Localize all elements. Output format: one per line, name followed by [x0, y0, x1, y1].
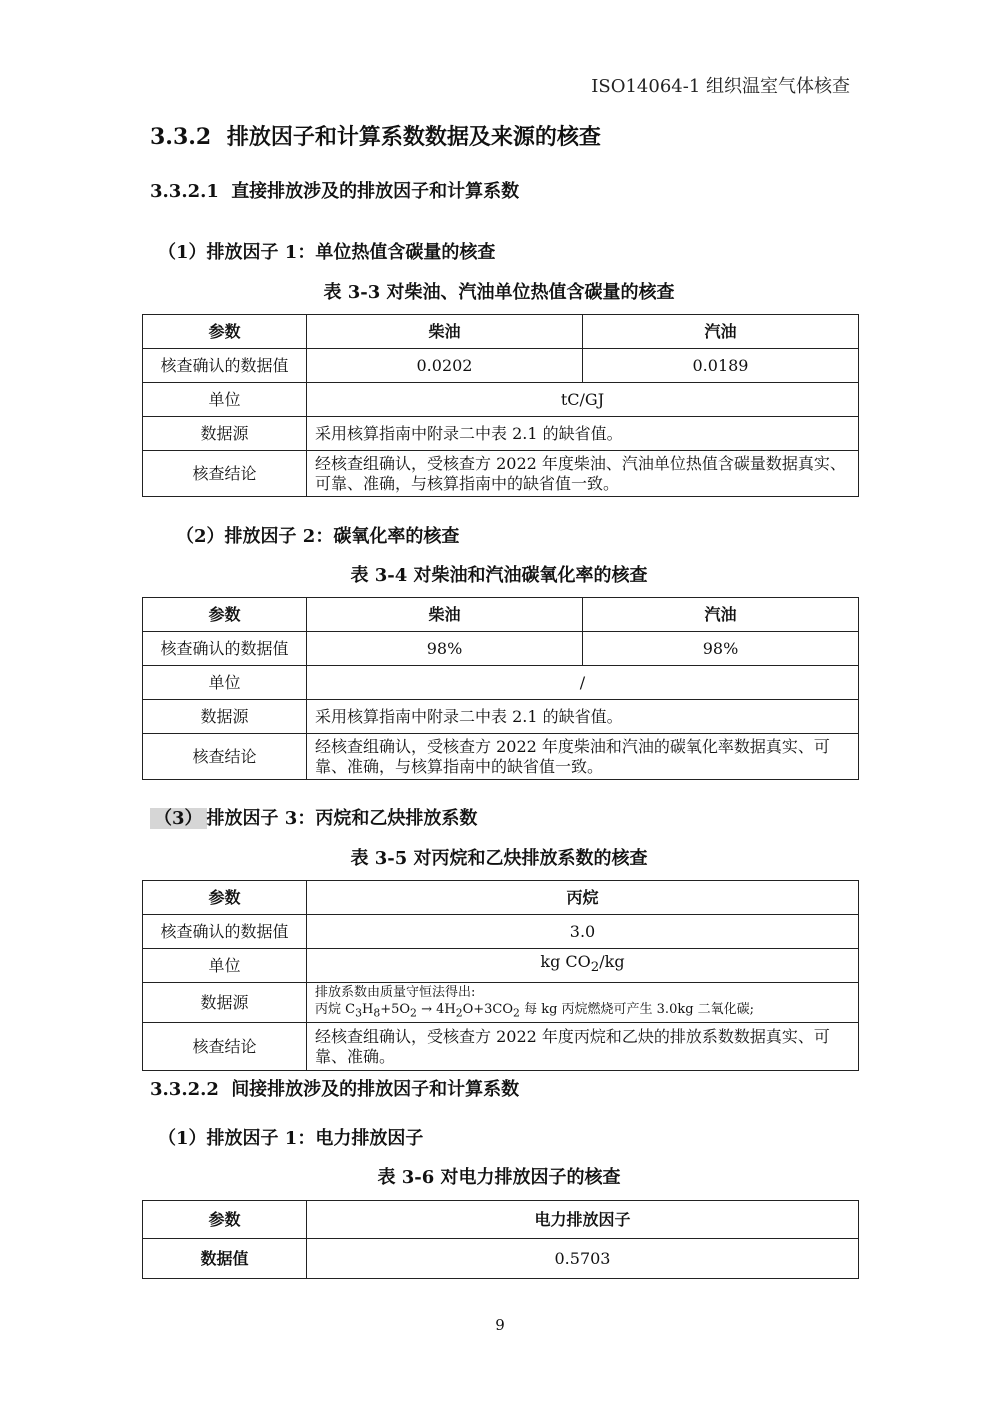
row-label: 核查结论: [143, 1023, 307, 1071]
gasoline-value: 98%: [583, 632, 859, 666]
table-row: [143, 417, 859, 451]
diesel-value: 98%: [307, 632, 583, 666]
table-3-6: [142, 1200, 859, 1279]
eq-sub: 8: [373, 1006, 381, 1020]
row-label: 单位: [143, 383, 307, 417]
section-heading-3-3-2-2: [150, 1075, 519, 1101]
table-3-3: [142, 314, 859, 497]
header-cell: 参数: [143, 1201, 307, 1239]
table-row: [143, 915, 859, 949]
table-3-5-caption: 表 3-5 对丙烷和乙炔排放系数的核查: [350, 848, 648, 869]
conclusion-value: 经核查组确认，受核查方 2022 年度丙烷和乙炔的排放系数数据真实、可靠、准确。: [307, 1023, 859, 1071]
header-cell: 柴油: [307, 315, 583, 349]
factor-1-heading: （1）排放因子 1：单位热值含碳量的核查: [158, 242, 496, 263]
page-number: 9: [495, 1316, 505, 1334]
propane-value: 3.0: [307, 915, 859, 949]
table-row: [143, 734, 859, 780]
source-line: 排放系数由质量守恒法得出:: [315, 984, 476, 1000]
factor-3-label: 排放因子 3：丙烷和乙炔排放系数: [206, 808, 478, 829]
factor-2-heading: （2）排放因子 2：碳氧化率的核查: [176, 526, 460, 547]
row-label: 单位: [143, 949, 307, 983]
row-label: 单位: [143, 666, 307, 700]
section-title: 排放因子和计算系数数据及来源的核查: [226, 124, 601, 150]
table-header-row: [143, 598, 859, 632]
header-cell: 汽油: [583, 598, 859, 632]
eq-text: 4H: [436, 1001, 456, 1017]
row-label: 核查确认的数据值: [143, 349, 307, 383]
table-row: [143, 983, 859, 1023]
factor-3-heading: [150, 804, 477, 830]
header-cell: 电力排放因子: [307, 1201, 859, 1239]
header-cell: 柴油: [307, 598, 583, 632]
table-3-4-caption: 表 3-4 对柴油和汽油碳氧化率的核查: [350, 565, 648, 586]
table-header-row: [143, 881, 859, 915]
row-label: 数据源: [143, 700, 307, 734]
header-cell: 参数: [143, 881, 307, 915]
table-3-5: [142, 880, 859, 1071]
gasoline-value: 0.0189: [583, 349, 859, 383]
eq-text: 每 kg 丙烷燃烧可产生 3.0kg 二氧化碳;: [519, 1001, 755, 1017]
row-label: 核查结论: [143, 734, 307, 780]
table-row: [143, 949, 859, 983]
electricity-factor-value: 0.5703: [307, 1239, 859, 1279]
table-row: [143, 700, 859, 734]
source-value: 采用核算指南中附录二中表 2.1 的缺省值。: [307, 417, 859, 451]
running-header: ISO14064-1 组织温室气体核查: [591, 76, 850, 97]
header-cell: 参数: [143, 598, 307, 632]
row-label: 核查结论: [143, 451, 307, 497]
combustion-equation: [315, 1001, 850, 1022]
header-cell: 汽油: [583, 315, 859, 349]
row-label: 核查确认的数据值: [143, 915, 307, 949]
indirect-factor-1-heading: （1）排放因子 1：电力排放因子: [158, 1128, 424, 1149]
diesel-value: 0.0202: [307, 349, 583, 383]
table-header-row: [143, 315, 859, 349]
table-3-3-caption: 表 3-3 对柴油、汽油单位热值含碳量的核查: [323, 282, 675, 303]
section-number: 3.3.2.1: [150, 181, 219, 202]
eq-sub: 3: [355, 1006, 362, 1020]
table-header-row: [143, 1201, 859, 1239]
eq-arrow: →: [416, 1001, 437, 1017]
table-row: [143, 451, 859, 497]
row-label: 数据源: [143, 417, 307, 451]
eq-text: H: [361, 1001, 374, 1017]
unit-value: tC/GJ: [307, 383, 859, 417]
source-value: 采用核算指南中附录二中表 2.1 的缺省值。: [307, 700, 859, 734]
eq-sub: 2: [455, 1006, 463, 1020]
row-label: 数据值: [143, 1239, 307, 1279]
section-number: 3.3.2: [150, 124, 212, 150]
row-label: 数据源: [143, 983, 307, 1023]
eq-text: O+3CO: [462, 1001, 514, 1017]
section-title: 间接排放涉及的排放因子和计算系数: [231, 1079, 520, 1100]
table-row: [143, 666, 859, 700]
table-row: [143, 349, 859, 383]
unit-subscript: 2: [590, 960, 600, 976]
section-number: 3.3.2.2: [150, 1079, 219, 1100]
table-row: [143, 632, 859, 666]
section-heading-3-3-2-1: [150, 177, 519, 203]
factor-3-number: （3）: [150, 808, 207, 829]
header-cell: 丙烷: [307, 881, 859, 915]
eq-text: 丙烷 C: [315, 1001, 356, 1017]
section-heading-3-3-2: [150, 120, 601, 151]
section-title: 直接排放涉及的排放因子和计算系数: [231, 181, 520, 202]
table-row: [143, 1023, 859, 1071]
unit-text: kg CO: [540, 952, 591, 972]
header-cell: 参数: [143, 315, 307, 349]
table-row: [143, 1239, 859, 1279]
eq-text: +5O: [380, 1001, 411, 1017]
table-row: [143, 383, 859, 417]
eq-sub: 2: [513, 1006, 520, 1020]
unit-text: /kg: [599, 952, 625, 972]
unit-value: [307, 949, 859, 983]
row-label: 核查确认的数据值: [143, 632, 307, 666]
conclusion-value: 经核查组确认，受核查方 2022 年度柴油、汽油单位热值含碳量数据真实、可靠、准确，与核算指南中的缺省值一致。: [307, 451, 859, 497]
eq-sub: 2: [410, 1006, 417, 1020]
unit-value: /: [307, 666, 859, 700]
conclusion-value: 经核查组确认，受核查方 2022 年度柴油和汽油的碳氧化率数据真实、可靠、准确，与核算指南中的缺省值一致。: [307, 734, 859, 780]
table-3-4: [142, 597, 859, 780]
table-3-6-caption: 表 3-6 对电力排放因子的核查: [377, 1167, 621, 1188]
source-value: [307, 983, 859, 1023]
